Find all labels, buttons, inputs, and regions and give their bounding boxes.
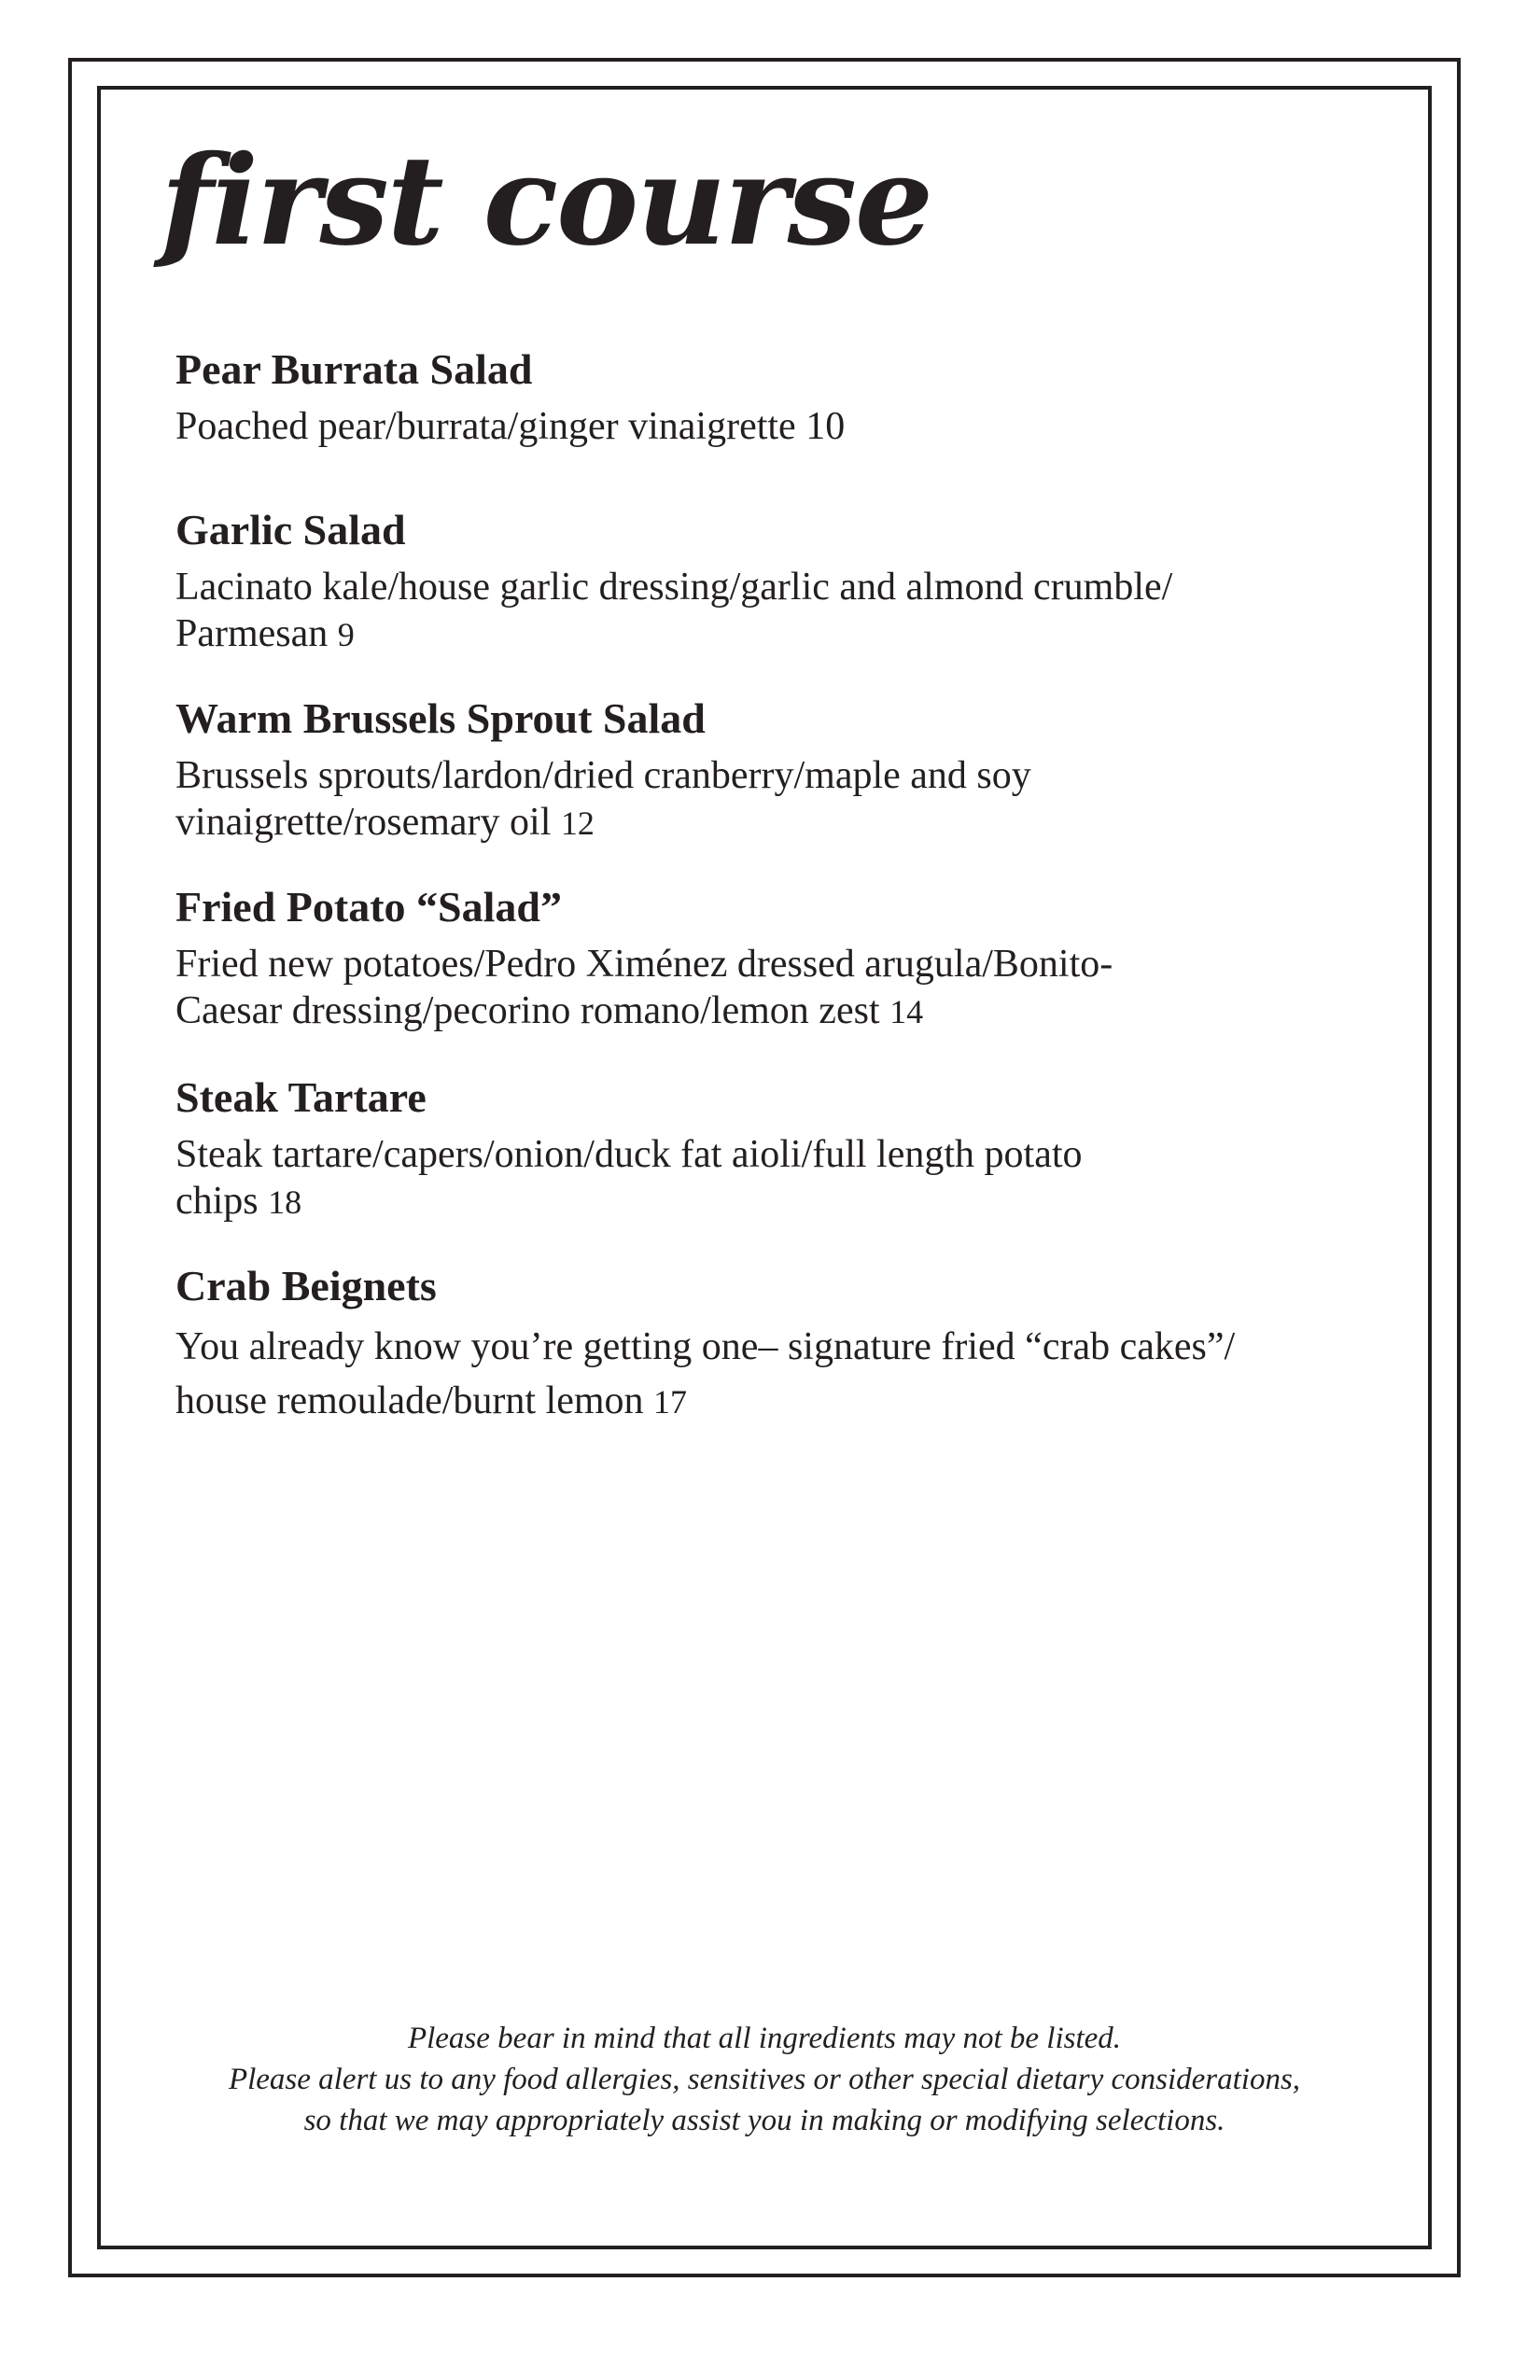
menu-item-warm-brussels-sprout-salad: [175, 693, 1417, 847]
item-description: [175, 752, 1417, 847]
item-price: 17: [653, 1383, 688, 1421]
menu-item-steak-tartare: [175, 1071, 1417, 1225]
disclaimer-line: so that we may appropriately assist you in making or modifying selections.: [303, 2104, 1225, 2137]
item-name: Steak Tartare: [175, 1073, 427, 1121]
item-name: Crab Beignets: [175, 1262, 437, 1309]
item-price: 14: [889, 993, 924, 1030]
item-description-line: Steak tartare/capers/onion/duck fat aioli/full length potato: [175, 1133, 1083, 1176]
menu-item-crab-beignets: [175, 1260, 1417, 1429]
item-description-line: Brussels sprouts/lardon/dried cranberry/maple and soy: [175, 754, 1031, 797]
item-description-line: Caesar dressing/pecorino romano/lemon zest: [175, 989, 880, 1032]
item-description-line: vinaigrette/rosemary oil: [175, 801, 552, 844]
item-description: [175, 1131, 1417, 1225]
item-description-line: You already know you’re getting one– signature fried “crab cakes”/: [175, 1325, 1236, 1368]
menu-item-fried-potato-salad: [175, 881, 1417, 1035]
item-description-line: Poached pear/burrata/ginger vinaigrette 10: [175, 405, 846, 448]
item-price: 18: [268, 1183, 302, 1221]
item-description-line: Parmesan: [175, 612, 329, 655]
item-description-line: Fried new potatoes/Pedro Ximénez dressed arugula/Bonito-: [175, 943, 1113, 986]
item-price: 12: [560, 805, 595, 842]
item-description: [175, 403, 1417, 450]
item-description: [175, 941, 1417, 1035]
item-description: [175, 564, 1417, 658]
item-description-line: chips: [175, 1180, 259, 1223]
item-description-line: house remoulade/burnt lemon: [175, 1379, 644, 1422]
item-name: Pear Burrata Salad: [175, 345, 533, 393]
item-description-line: Lacinato kale/house garlic dressing/garlic and almond crumble/: [175, 566, 1173, 609]
item-description: [175, 1320, 1417, 1429]
menu-item-garlic-salad: [175, 504, 1417, 658]
item-price: 9: [337, 616, 355, 653]
item-name: Garlic Salad: [175, 506, 406, 553]
page-title: first course: [161, 129, 931, 273]
disclaimer-line: Please bear in mind that all ingredients may not be listed.: [407, 2022, 1122, 2055]
item-name: Fried Potato “Salad”: [175, 883, 562, 931]
disclaimer-line: Please alert us to any food allergies, sensitives or other special dietary considerations,: [228, 2063, 1301, 2096]
item-name: Warm Brussels Sprout Salad: [175, 694, 706, 742]
allergy-disclaimer: [97, 2018, 1432, 2141]
menu-item-pear-burrata-salad: [175, 343, 1417, 450]
